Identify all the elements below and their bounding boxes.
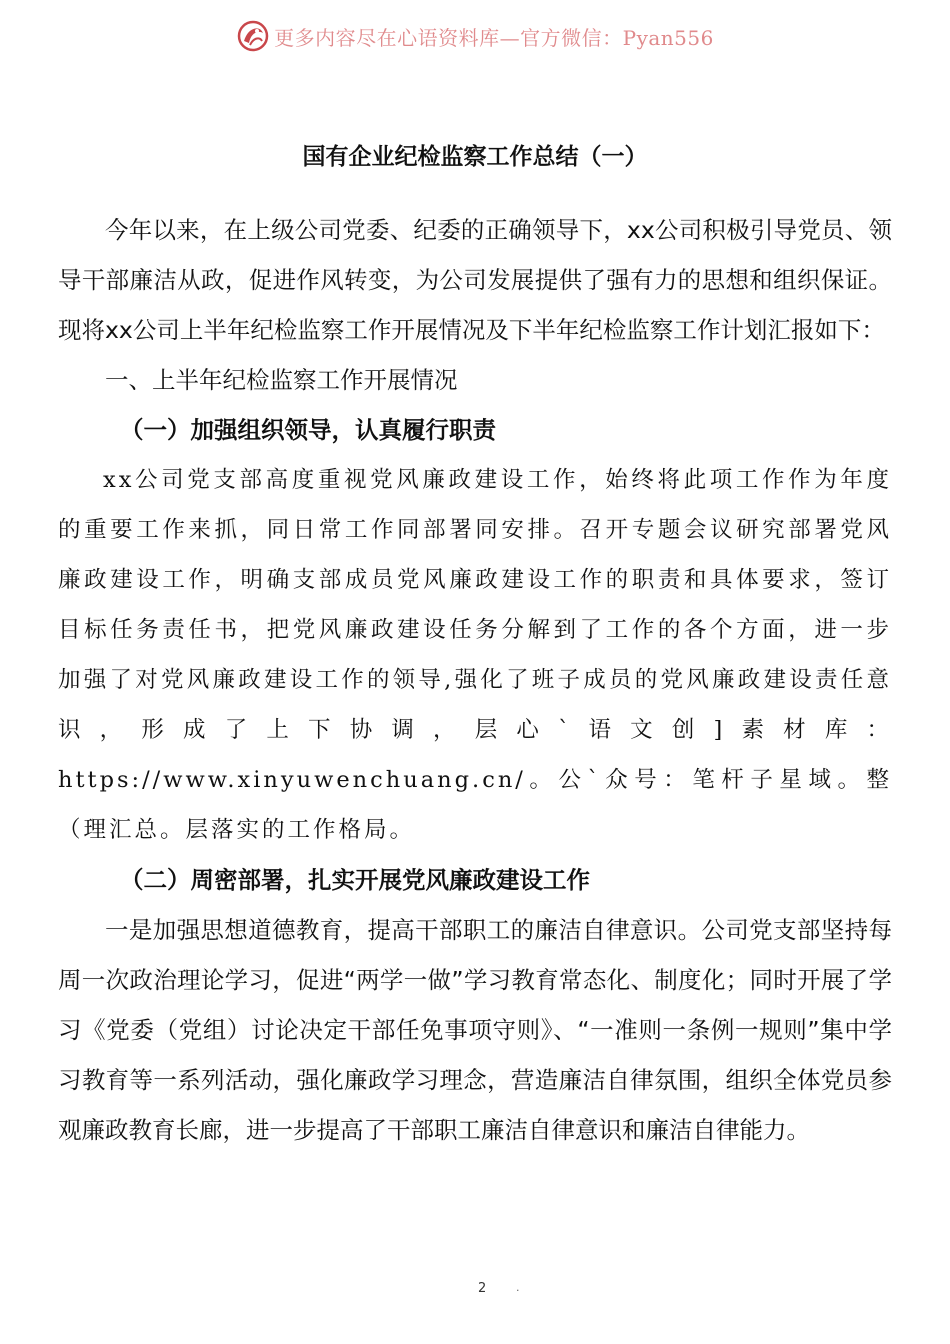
document-body [58,205,892,1155]
red-swirl-logo-icon [236,19,270,53]
document-title: 国有企业纪检监察工作总结（一） [302,144,648,170]
page-number: 2 [478,1281,487,1296]
watermark-text: 更多内容尽在心语资料库—官方微信：Pyan556 [274,25,714,50]
subsection-1-paragraph: xx公司党支部高度重视党风廉政建设工作，始终将此项工作作为年度的重要工作来抓，同日常工作同部署同安排。召开专题会议研究部署党风廉政建设工作，明确支部成员党风廉政建设工作的职责和具体要求，签订目标任务责任书，把党风廉政建设任务分解到了工作的各个方面，进一步加强了对党风廉政建设工作的领导,强化了班子成员的党风廉政建设责任意识，形成了上下协调，层心`语文创]素材库：https://www.xinyuwenchuang.cn/。公`众号：笔杆子星域。整（理汇总。层落实的工作格局。 [58,467,892,843]
subsection-heading-2: （二）周密部署，扎实开展党风廉政建设工作 [120,866,590,894]
footer-dot: . [516,1281,520,1294]
subsection-2-paragraph: 一是加强思想道德教育，提高干部职工的廉洁自律意识。公司党支部坚持每周一次政治理论学习，促进“两学一做”学习教育常态化、制度化；同时开展了学习《党委（党组）讨论决定干部任免事项守则》、“一准则一条例一规则”集中学习教育等一系列活动，强化廉政学习理念，营造廉洁自律氛围，组织全体党员参观廉政教育长廊，进一步提高了干部职工廉洁自律意识和廉洁自律能力。 [58,916,892,1144]
intro-paragraph: 今年以来，在上级公司党委、纪委的正确领导下，xx公司积极引导党员、领导干部廉洁从政，促进作风转变，为公司发展提供了强有力的思想和组织保证。现将xx公司上半年纪检监察工作开展情况及下半年纪检监察工作计划汇报如下： [58,216,892,344]
subsection-heading-1: （一）加强组织领导，认真履行职责 [120,416,496,444]
watermark-banner [0,18,950,54]
section-heading-1: 一、上半年纪检监察工作开展情况 [105,366,458,394]
